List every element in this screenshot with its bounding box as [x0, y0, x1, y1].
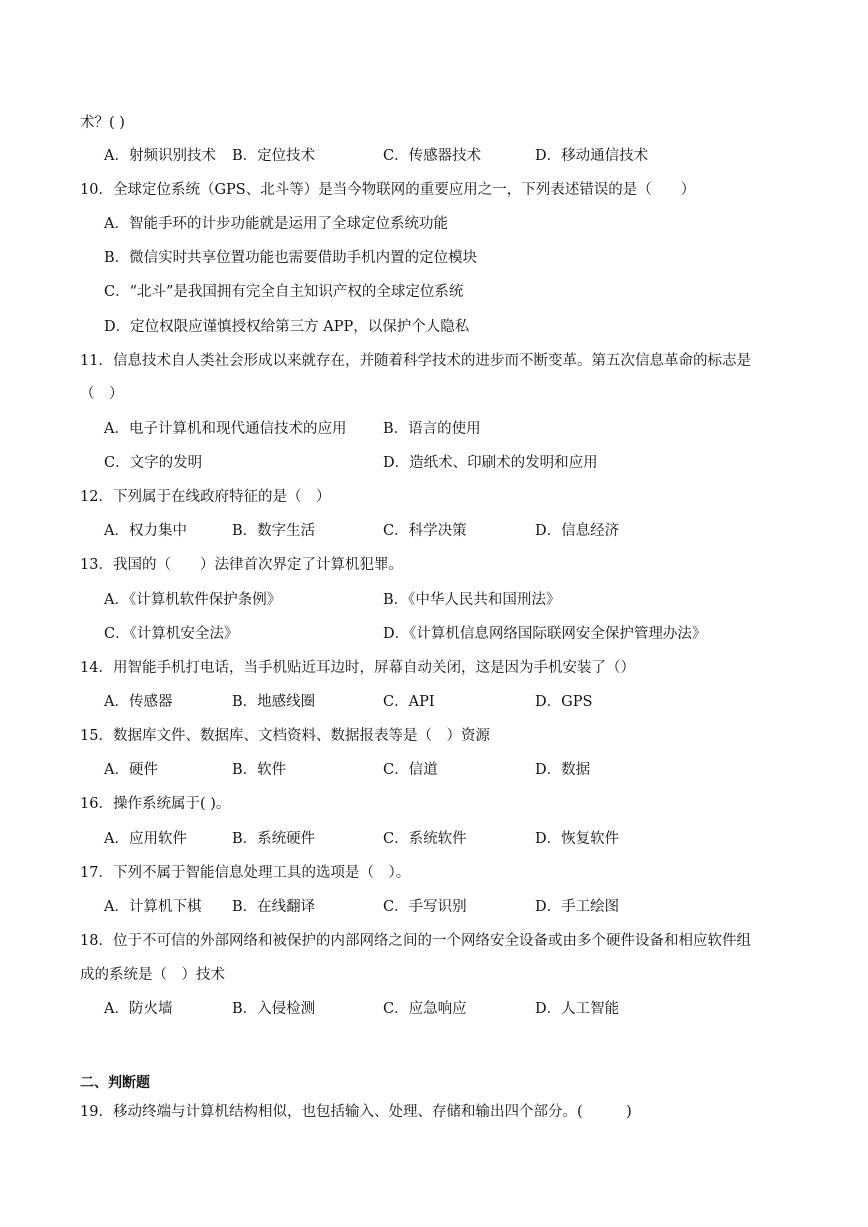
q12-option-d: D．信息经济 [535, 523, 620, 539]
q17-option-b: B．在线翻译 [232, 899, 316, 915]
section-title-true-false: 二、判断题 [80, 1075, 150, 1091]
q9-option-d: D．移动通信技术 [535, 148, 649, 164]
q10-option-a: A．智能手环的计步功能就是运用了全球定位系统功能 [104, 216, 448, 232]
q11-stem-line1: 11．信息技术自人类社会形成以来就存在，并随着科学技术的进步而不断变革。第五次信息革命的标志是 [80, 353, 751, 369]
q13-option-d: D．《计算机信息网络国际联网安全保护管理办法》 [383, 626, 707, 642]
q13-option-b: B．《中华人民共和国刑法》 [383, 592, 561, 608]
q9-option-b: B．定位技术 [232, 148, 316, 164]
q14-option-b: B．地感线圈 [232, 694, 316, 710]
q17-stem: 17．下列不属于智能信息处理工具的选项是（ ）。 [80, 865, 411, 881]
q16-option-a: A．应用软件 [104, 831, 187, 847]
q11-option-d: D．造纸术、印刷术的发明和应用 [383, 455, 598, 471]
q13-stem: 13．我国的（ ）法律首次界定了计算机犯罪。 [80, 557, 403, 573]
q14-option-a: A．传感器 [104, 694, 173, 710]
q10-option-d: D．定位权限应谨慎授权给第三方 APP，以保护个人隐私 [104, 319, 470, 335]
q9-option-a: A．射频识别技术 [104, 148, 216, 164]
q12-stem: 12．下列属于在线政府特征的是（ ） [80, 489, 331, 505]
q16-option-b: B．系统硬件 [232, 831, 316, 847]
q16-option-c: C．系统软件 [383, 831, 467, 847]
q15-option-b: B．软件 [232, 762, 287, 778]
q15-option-c: C．信道 [383, 762, 438, 778]
q17-option-a: A．计算机下棋 [104, 899, 202, 915]
q17-option-c: C．手写识别 [383, 899, 467, 915]
q18-option-a: A．防火墙 [104, 1001, 173, 1017]
q10-option-c: C．“北斗”是我国拥有完全自主知识产权的全球定位系统 [104, 284, 464, 300]
q16-option-d: D．恢复软件 [535, 831, 620, 847]
q18-stem-line2: 成的系统是（ ）技术 [80, 967, 225, 983]
q11-option-b: B．语言的使用 [383, 421, 481, 437]
q12-option-a: A．权力集中 [104, 523, 187, 539]
q18-option-d: D．人工智能 [535, 1001, 620, 1017]
q14-option-d: D．GPS [535, 694, 593, 710]
q11-stem-line2: （ ） [80, 386, 124, 402]
q17-option-d: D．手工绘图 [535, 899, 620, 915]
q18-option-b: B．入侵检测 [232, 1001, 316, 1017]
q13-option-a: A．《计算机软件保护条例》 [104, 592, 282, 608]
q15-option-a: A．硬件 [104, 762, 158, 778]
q10-option-b: B．微信实时共享位置功能也需要借助手机内置的定位模块 [104, 250, 478, 266]
q13-option-c: C．《计算机安全法》 [104, 626, 239, 642]
q11-option-a: A．电子计算机和现代通信技术的应用 [104, 421, 347, 437]
q12-option-b: B．数字生活 [232, 523, 316, 539]
q14-option-c: C．API [383, 694, 435, 710]
q11-option-c: C．文字的发明 [104, 455, 203, 471]
q9-option-c: C．传感器技术 [383, 148, 482, 164]
q18-option-c: C．应急响应 [383, 1001, 467, 1017]
q14-stem: 14．用智能手机打电话，当手机贴近耳边时，屏幕自动关闭，这是因为手机安装了（） [80, 660, 635, 676]
q10-stem: 10．全球定位系统（GPS、北斗等）是当今物联网的重要应用之一，下列表述错误的是（ ） [80, 182, 696, 198]
q9-stem-tail: 术？( ) [80, 115, 125, 131]
q18-stem-line1: 18．位于不可信的外部网络和被保护的内部网络之间的一个网络安全设备或由多个硬件设备和相应软件组 [80, 933, 751, 949]
q19-stem: 19．移动终端与计算机结构相似，也包括输入、处理、存储和输出四个部分。( ) [80, 1104, 632, 1120]
q15-stem: 15．数据库文件、数据库、文档资料、数据报表等是（ ）资源 [80, 728, 490, 744]
q15-option-d: D．数据 [535, 762, 591, 778]
q12-option-c: C．科学决策 [383, 523, 467, 539]
q16-stem: 16．操作系统属于( )。 [80, 796, 231, 812]
